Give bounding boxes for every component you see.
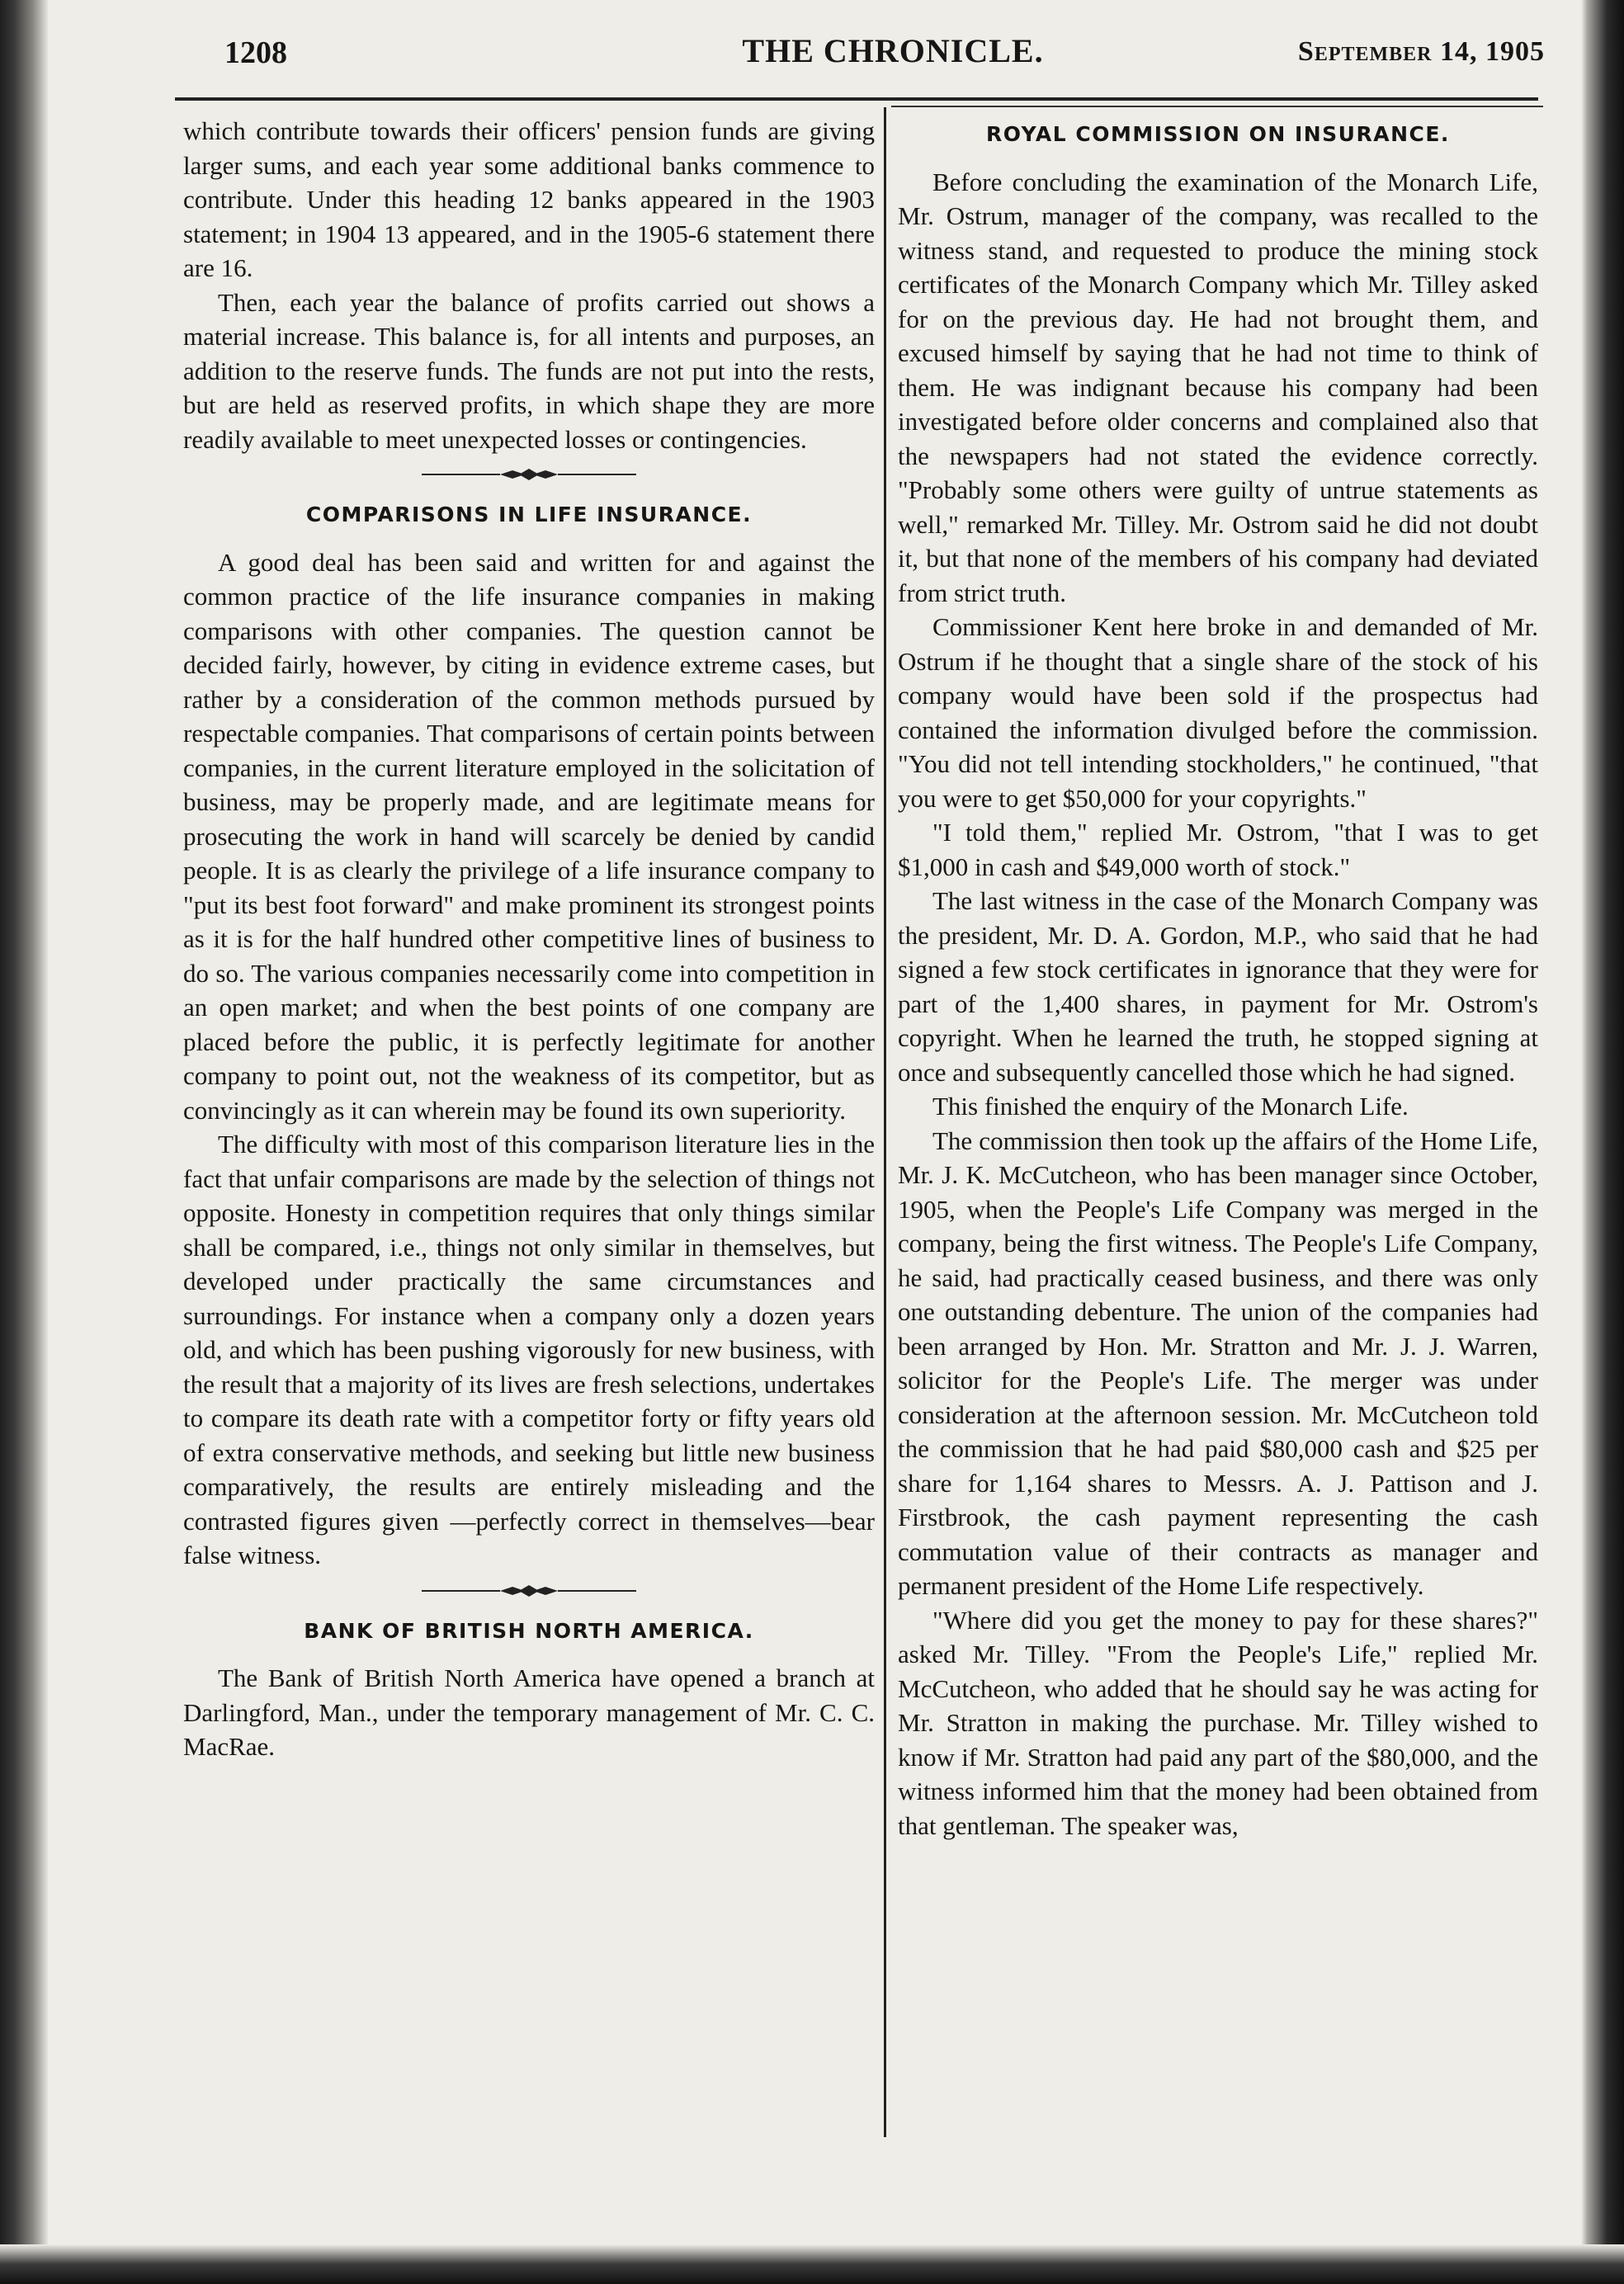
page-number: 1208 — [224, 35, 287, 70]
paragraph-continued: which contribute towards their officers' pension funds are giving larger sums, and each year some additional banks commence to contribute. Under this heading 12 banks appeared in the 1903 statement; in 1904 13 appeared, and in the 1905-6 statement there are 16. — [183, 116, 875, 282]
header-rule — [175, 97, 1538, 101]
paragraph: This finished the enquiry of the Monarch Life. — [932, 1092, 1409, 1121]
paragraph: "I told them," replied Mr. Ostrom, "that I was to get $1,000 in cash and $49,000 worth of stock." — [898, 818, 1538, 881]
left-column — [183, 114, 875, 1764]
binding-shadow — [0, 0, 48, 2284]
section-ornament — [422, 468, 636, 481]
section-heading-royal-commission: ROYAL COMMISSION ON INSURANCE. — [986, 122, 1450, 146]
paragraph: The commission then took up the affairs of the Home Life, Mr. J. K. McCutcheon, who has been manager since October, 1905, when the People's Life Company was merged in the company, being the first witness. The People's Life Company, he said, had practically ceased business, and there was only one outstanding debenture. The union of the companies had been arranged by Hon. Mr. Stratton and Mr. J. J. Warren, solicitor for the People's Life. The merger was under consideration at the afternoon session. Mr. McCutcheon told the commission that he had paid $80,000 cash and $25 per share for 1,164 shares to Messrs. A. J. Pattison and J. Firstbrook, the cash payment representing the cash commutation value of their contracts as manager and permanent president of the Home Life respectively. — [898, 1125, 1538, 1600]
paragraph: "Where did you get the money to pay for these shares?" asked Mr. Tilley. "From the People's Life," replied Mr. McCutcheon, who added that he should say he was acting for Mr. Stratton in making the purchase. Mr. Tilley wished to know if Mr. Stratton had paid any part of the $80,000, and the witness informed him that the money had been obtained from that gentleman. The speaker was, — [898, 1605, 1538, 1840]
section-ornament — [422, 1584, 636, 1597]
paragraph: Before concluding the examination of the Monarch Life, Mr. Ostrum, manager of the company, was recalled to the witness stand, and requested to produce the mining stock certificates of the Monarch Company which Mr. Tilley asked for on the previous day. He had not brought them, and excused himself by saying that he had not time to think of them. He was indignant because his company had been investigated before older concerns and complained also that the newspapers had not stated the evidence correctly. "Probably some others were guilty of untrue statements as well," remarked Mr. Tilley. Mr. Ostrom said he did not doubt it, but that none of the members of his company had deviated from strict truth. — [898, 167, 1538, 607]
paragraph: A good deal has been said and written for and against the common practice of the life insurance companies in making comparisons with other companies. The question cannot be decided fairly, however, by citing in evidence extreme cases, but rather by a consideration of the common methods pursued by respectable companies. That comparisons of certain points between companies, in the current literature employed in the solicitation of business, may be properly made, and are legitimate means for prosecuting the work in hand will scarcely be denied by candid people. It is as clearly the privilege of a life insurance company to "put its best foot forward" and make prominent its strongest points as it is for the half hundred other competitive lines of business to do so. The various companies necessarily come into competition in an open market; and when the best points of one company are placed before the public, it is perfectly legitimate for another company to point out, not the weakness of its competitor, but as convincingly as it can wherein may be found its own superiority. — [183, 547, 875, 1125]
paragraph: The Bank of British North America have opened a branch at Darlingford, Man., under the temporary management of Mr. C. C. MacRae. — [183, 1663, 875, 1761]
paragraph: The last witness in the case of the Monarch Company was the president, Mr. D. A. Gordon, M.P., who said that he had signed a few stock certificates in ignorance that they were for part of the 1,400 shares, in payment for Mr. Ostrom's copyright. When he learned the truth, he stopped signing at once and subsequently cancelled those which he had signed. — [898, 886, 1538, 1087]
right-column — [898, 114, 1538, 1843]
bottom-edge-shadow — [0, 2244, 1624, 2284]
section-heading-bank: BANK OF BRITISH NORTH AMERICA. — [304, 1618, 754, 1643]
column-divider — [884, 107, 886, 2137]
header-rule-secondary — [891, 106, 1543, 107]
paragraph: The difficulty with most of this comparison literature lies in the fact that unfair comparisons are made by the selection of things not opposite. Honesty in competition requires that only things similar shall be compared, i.e., things not only similar in themselves, but developed under practically the same circumstances and surroundings. For instance when a company only a dozen years old, and which has been pushing vigorously for new business, with the result that a majority of its lives are fresh selections, undertakes to compare its death rate with a competitor forty or fifty years old of extra conservative methods, and seeking but little new business comparatively, the results are entirely misleading and the contrasted figures given —perfectly correct in themselves—bear false witness. — [183, 1130, 875, 1569]
paragraph: Commissioner Kent here broke in and demanded of Mr. Ostrum if he thought that a single share of the stock of his company would have been sold if the prospectus had contained the information divulged before the commission. "You did not tell intending stockholders," he continued, "that you were to get $50,000 for your copyrights." — [898, 612, 1538, 813]
paragraph: Then, each year the balance of profits carried out shows a material increase. This balance is, for all intents and purposes, an addition to the reserve funds. The funds are not put into the rests, but are held as reserved profits, in which shape they are more readily available to meet unexpected losses or contingencies. — [183, 287, 875, 454]
page-edge-shadow — [1581, 0, 1624, 2284]
publication-title: THE CHRONICLE. — [742, 32, 1044, 69]
section-heading-comparisons: COMPARISONS IN LIFE INSURANCE. — [305, 503, 753, 526]
issue-date: September 14, 1905 — [1297, 36, 1545, 67]
page-header — [224, 31, 1545, 81]
